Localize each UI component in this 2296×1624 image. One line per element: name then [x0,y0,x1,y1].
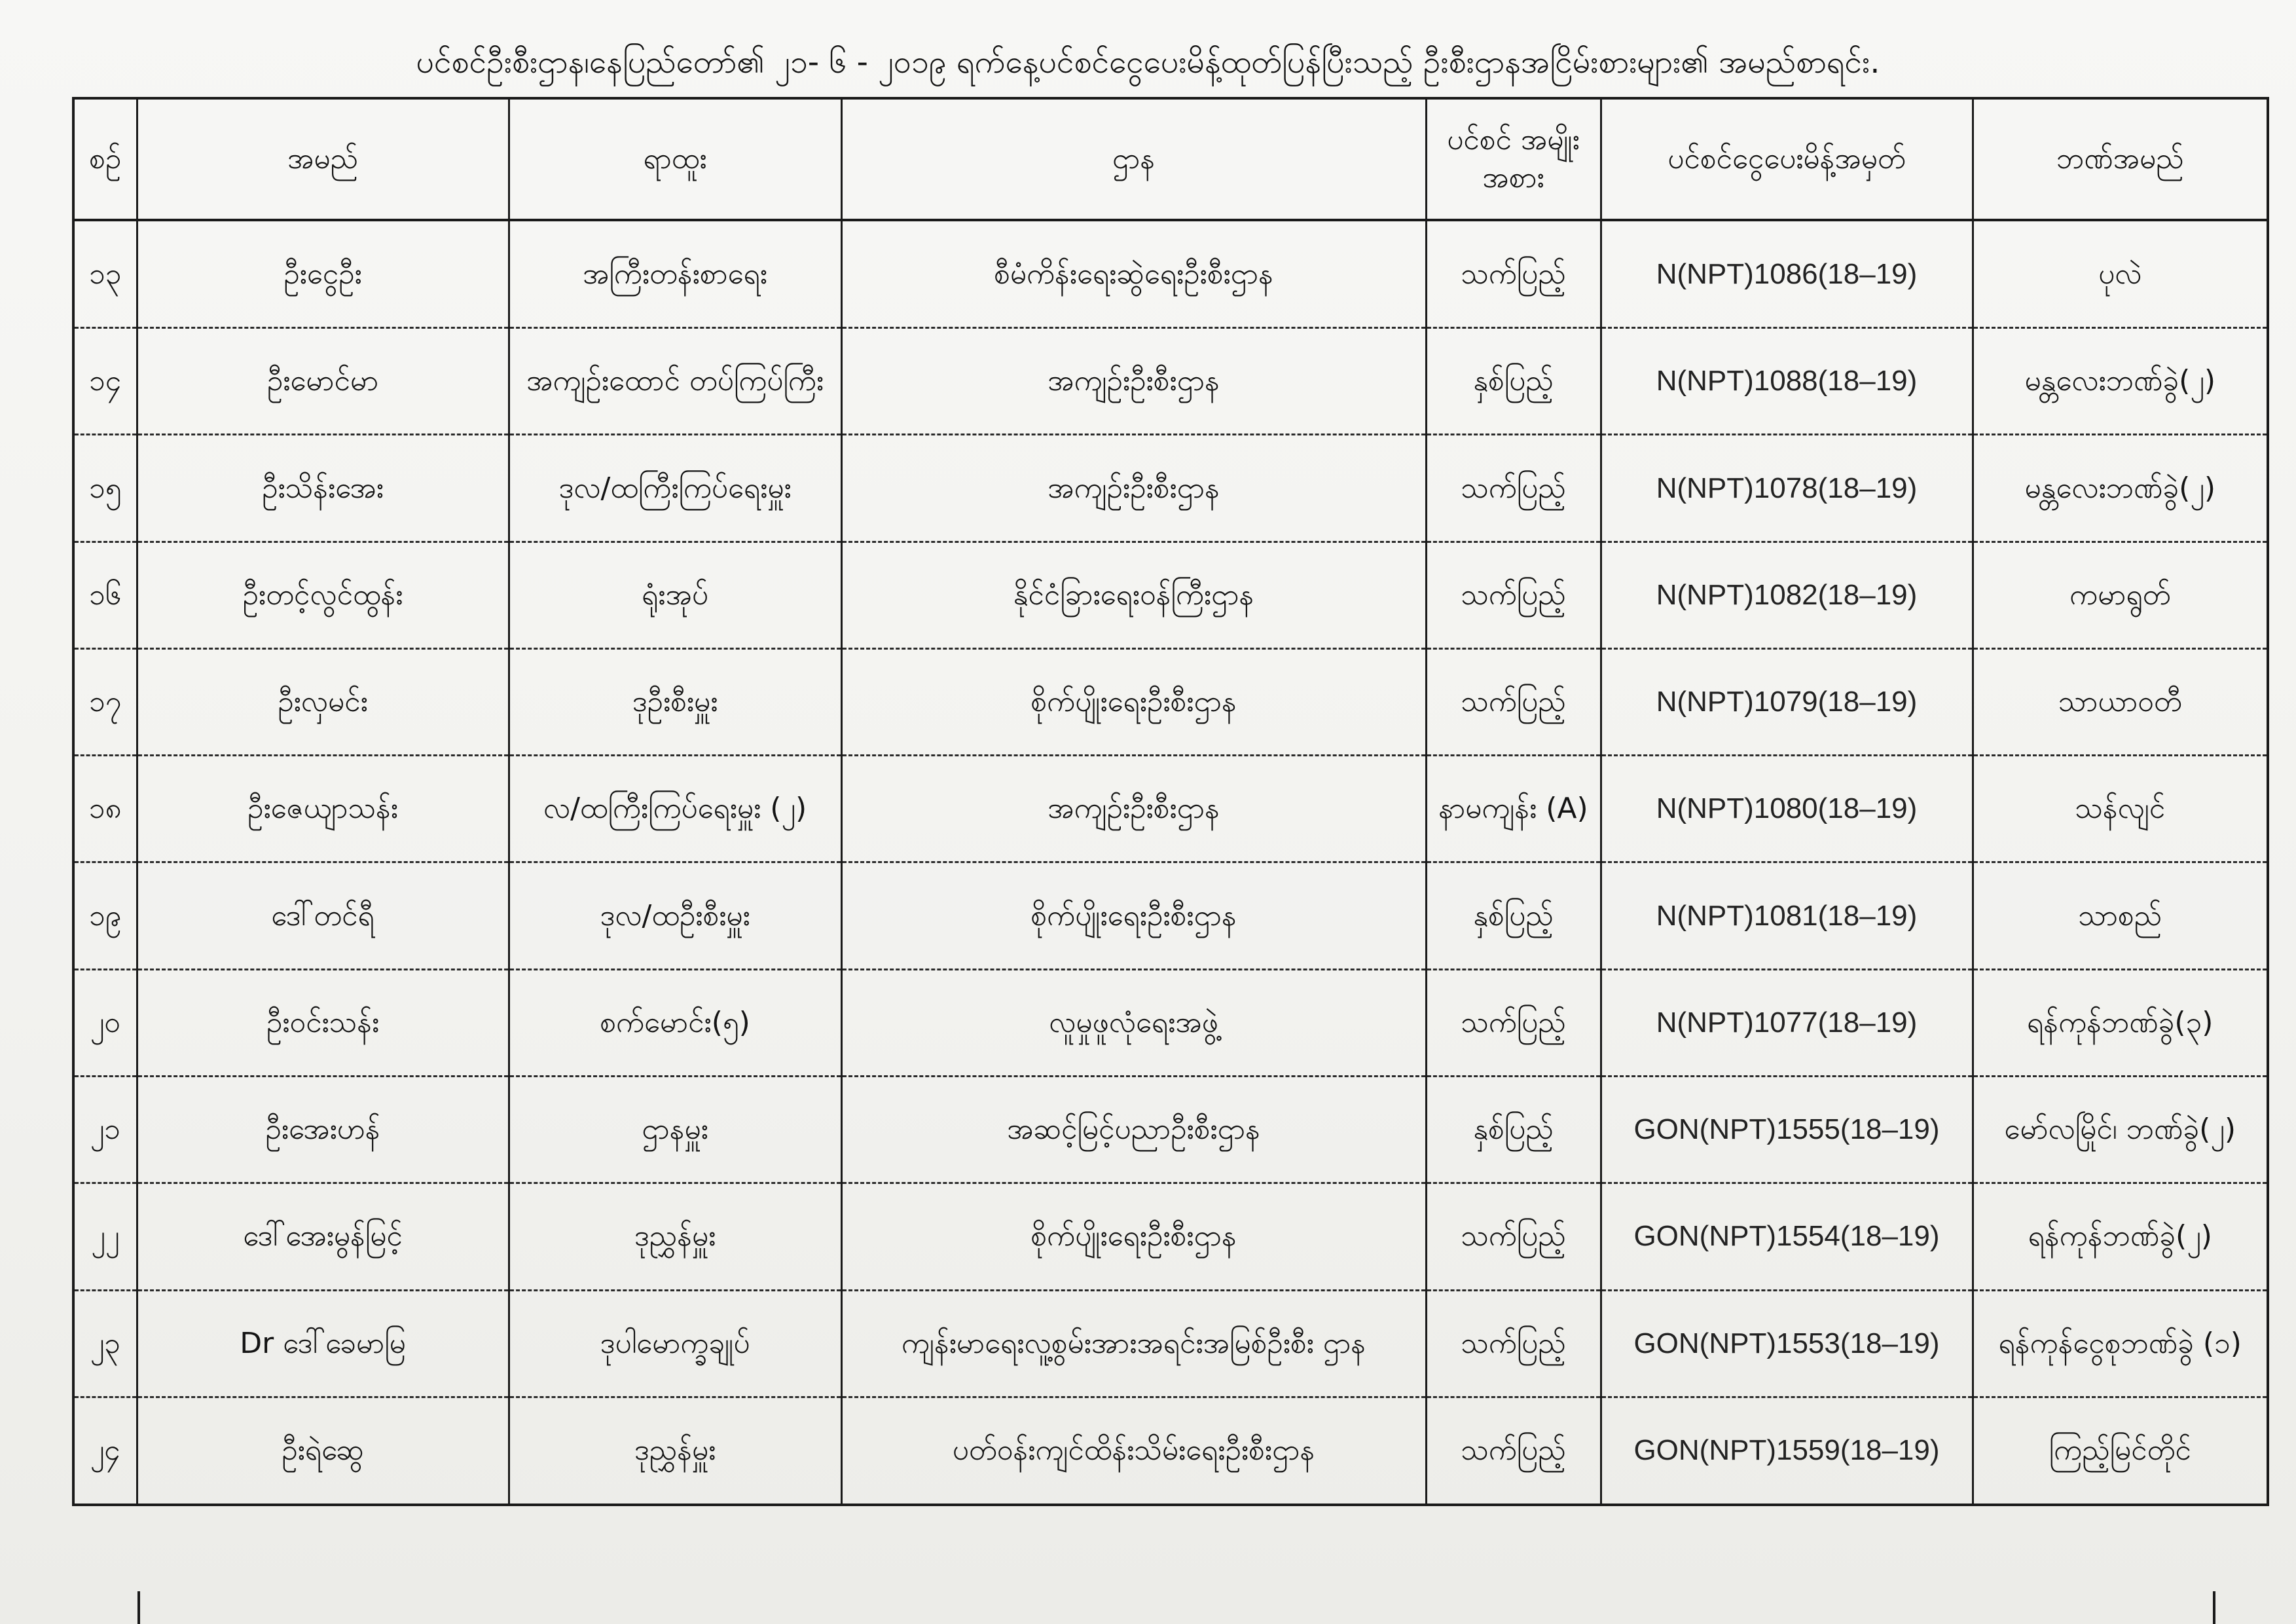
cell-no: ၁၅ [73,435,137,542]
header-permit-no: ပင်စင်ငွေပေးမိန့်အမှတ် [1601,98,1973,220]
cell-name: ဒေါ်အေးမွန်မြင့် [137,1183,509,1290]
cell-name: ဦးလှမင်း [137,648,509,755]
cell-department: အကျဉ်းဦးစီးဌာန [841,328,1426,435]
table-row [73,1290,2268,1397]
table-row [73,1397,2268,1505]
table-row [73,969,2268,1076]
cell-rank: ဒုလ/ထဦးစီးမှူး [509,862,841,969]
cell-no: ၁၉ [73,862,137,969]
cell-bank: မန္တလေးဘဏ်ခွဲ(၂) [1973,328,2268,435]
cell-bank: သာယာဝတီ [1973,648,2268,755]
table-row [73,328,2268,435]
cell-permit-no: N(NPT)1082(18–19) [1601,542,1973,648]
cell-no: ၁၆ [73,542,137,648]
header-name: အမည် [137,98,509,220]
page-edge-mark [137,1591,140,1624]
cell-name: ဦးငွေဦး [137,220,509,328]
cell-name: ဦးဇေယျာသန်း [137,756,509,862]
cell-rank: ဒုညွှန်မှူး [509,1183,841,1290]
cell-pension-type: နှစ်ပြည့် [1426,328,1601,435]
cell-name: Dr ဒေါ်ခေမာမြ [137,1290,509,1397]
cell-permit-no: GON(NPT)1554(18–19) [1601,1183,1973,1290]
header-bank: ဘဏ်အမည် [1973,98,2268,220]
cell-no: ၂၄ [73,1397,137,1505]
cell-department: လူမှုဖူလုံရေးအဖွဲ့ [841,969,1426,1076]
cell-permit-no: N(NPT)1078(18–19) [1601,435,1973,542]
cell-department: အကျဉ်းဦးစီးဌာန [841,435,1426,542]
cell-name: ဦးတင့်လွင်ထွန်း [137,542,509,648]
pension-roster-table [72,97,2269,1506]
cell-bank: ကမာရွတ် [1973,542,2268,648]
cell-rank: ဒုဦးစီးမှူး [509,648,841,755]
cell-bank: သာစည် [1973,862,2268,969]
cell-name: ဦးသိန်းအေး [137,435,509,542]
document-title: ပင်စင်ဦးစီးဌာန၊နေပြည်တော်၏ ၂၁- ၆ - ၂၀၁၉ ရက်နေ့ပင်စင်ငွေပေးမိန့်ထုတ်ပြန်ပြီးသည့် ဦးစီးဌာနအငြိမ်းစားများ၏ အမည်စာရင်း. [416,44,1880,81]
cell-rank: ဒုလ/ထကြီးကြပ်ရေးမှူး [509,435,841,542]
cell-rank: ဒုပါမောက္ခချုပ် [509,1290,841,1397]
cell-department: စိုက်ပျိုးရေးဦးစီးဌာန [841,862,1426,969]
cell-no: ၂၂ [73,1183,137,1290]
cell-permit-no: N(NPT)1080(18–19) [1601,756,1973,862]
cell-name: ဒေါ်တင်ရီ [137,862,509,969]
cell-rank: လ/ထကြီးကြပ်ရေးမှူး (၂) [509,756,841,862]
cell-bank: မော်လမြိုင်၊ ဘဏ်ခွဲ(၂) [1973,1076,2268,1183]
cell-no: ၂၃ [73,1290,137,1397]
cell-no: ၁၄ [73,328,137,435]
cell-bank: မန္တလေးဘဏ်ခွဲ(၂) [1973,435,2268,542]
cell-permit-no: N(NPT)1079(18–19) [1601,648,1973,755]
cell-rank: အကျဉ်းထောင် တပ်ကြပ်ကြီး [509,328,841,435]
table-row [73,862,2268,969]
cell-permit-no: N(NPT)1081(18–19) [1601,862,1973,969]
cell-no: ၂၁ [73,1076,137,1183]
cell-bank: ရန်ကုန်ဘဏ်ခွဲ(၃) [1973,969,2268,1076]
cell-pension-type: သက်ပြည့် [1426,1397,1601,1505]
cell-department: စိုက်ပျိုးရေးဦးစီးဌာန [841,1183,1426,1290]
cell-name: ဦးမောင်မာ [137,328,509,435]
cell-permit-no: GON(NPT)1553(18–19) [1601,1290,1973,1397]
table-row [73,220,2268,328]
cell-department: ပတ်ဝန်းကျင်ထိန်းသိမ်းရေးဦးစီးဌာန [841,1397,1426,1505]
table-row [73,1076,2268,1183]
table-row [73,435,2268,542]
cell-rank: အကြီးတန်းစာရေး [509,220,841,328]
header-rank: ရာထူး [509,98,841,220]
table-body [73,220,2268,1505]
cell-bank: ကြည့်မြင်တိုင် [1973,1397,2268,1505]
cell-permit-no: GON(NPT)1559(18–19) [1601,1397,1973,1505]
cell-bank: ရန်ကုန်ဘဏ်ခွဲ(၂) [1973,1183,2268,1290]
cell-pension-type: သက်ပြည့် [1426,542,1601,648]
page-edge-mark [2213,1591,2215,1624]
cell-permit-no: N(NPT)1088(18–19) [1601,328,1973,435]
cell-pension-type: သက်ပြည့် [1426,1183,1601,1290]
table-row [73,1183,2268,1290]
header-no: စဉ် [73,98,137,220]
cell-department: အဆင့်မြင့်ပညာဦးစီးဌာန [841,1076,1426,1183]
cell-bank: ပုလဲ [1973,220,2268,328]
cell-no: ၁၃ [73,220,137,328]
cell-rank: ရုံးအုပ် [509,542,841,648]
cell-pension-type: သက်ပြည့် [1426,969,1601,1076]
cell-pension-type: သက်ပြည့် [1426,648,1601,755]
cell-rank: စက်မောင်း(၅) [509,969,841,1076]
cell-department: အကျဉ်းဦးစီးဌာန [841,756,1426,862]
cell-bank: ရန်ကုန်ငွေစုဘဏ်ခွဲ (၁) [1973,1290,2268,1397]
cell-pension-type: နာမကျန်း (A) [1426,756,1601,862]
cell-department: စီမံကိန်းရေးဆွဲရေးဦးစီးဌာန [841,220,1426,328]
cell-rank: ဒုညွှန်မှူး [509,1397,841,1505]
cell-department: နိုင်ငံခြားရေးဝန်ကြီးဌာန [841,542,1426,648]
cell-department: ကျန်းမာရေးလူ့စွမ်းအားအရင်းအမြစ်ဦးစီး ဌာန [841,1290,1426,1397]
table-header-row [73,98,2268,220]
cell-pension-type: နှစ်ပြည့် [1426,862,1601,969]
cell-name: ဦးရဲဆွေ [137,1397,509,1505]
cell-bank: သန်လျင် [1973,756,2268,862]
cell-pension-type: နှစ်ပြည့် [1426,1076,1601,1183]
table-row [73,542,2268,648]
cell-rank: ဌာနမှူး [509,1076,841,1183]
cell-permit-no: N(NPT)1077(18–19) [1601,969,1973,1076]
cell-permit-no: N(NPT)1086(18–19) [1601,220,1973,328]
table-row [73,648,2268,755]
cell-pension-type: သက်ပြည့် [1426,435,1601,542]
header-pension-type: ပင်စင် အမျိုးအစား [1426,98,1601,220]
header-department: ဌာန [841,98,1426,220]
cell-no: ၂၀ [73,969,137,1076]
cell-permit-no: GON(NPT)1555(18–19) [1601,1076,1973,1183]
cell-name: ဦးဝင်းသန်း [137,969,509,1076]
table-row [73,756,2268,862]
cell-name: ဦးအေးဟန် [137,1076,509,1183]
cell-pension-type: သက်ပြည့် [1426,1290,1601,1397]
cell-pension-type: သက်ပြည့် [1426,220,1601,328]
cell-no: ၁၇ [73,648,137,755]
cell-department: စိုက်ပျိုးရေးဦးစီးဌာန [841,648,1426,755]
cell-no: ၁၈ [73,756,137,862]
